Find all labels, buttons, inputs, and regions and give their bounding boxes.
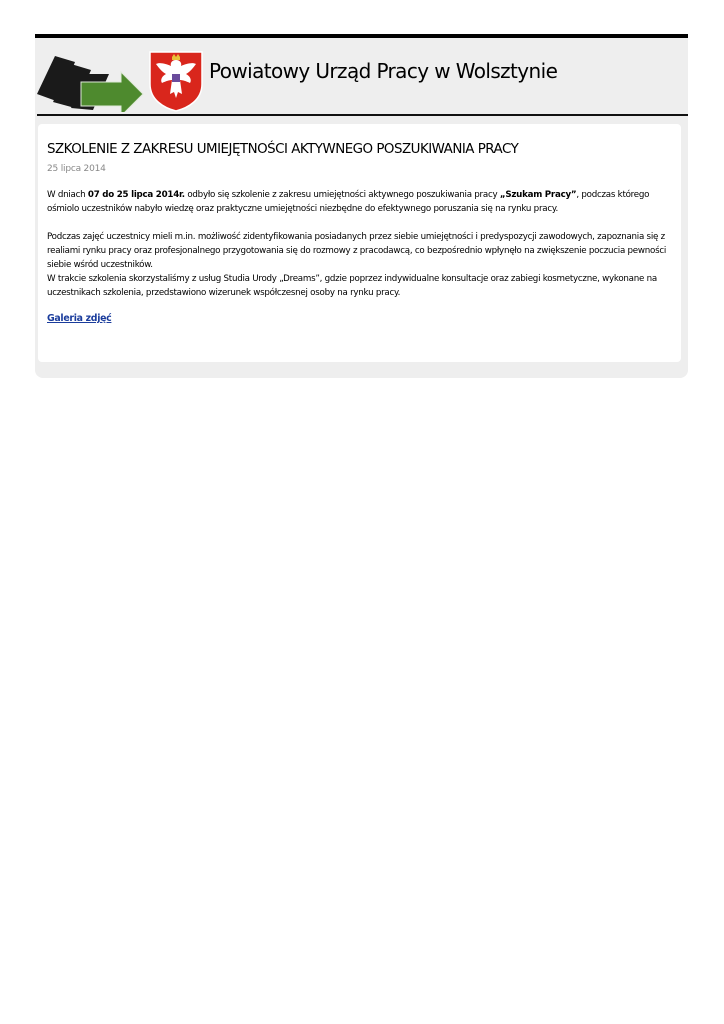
paragraph-text: , podczas którego ośmiolo uczestników nabyło wiedzę oraz praktyczne umiejętności niezbędne do efektywnego poruszania się na rynku pracy.: [47, 190, 650, 214]
arrows-logo-icon[interactable]: [35, 50, 147, 112]
eagle-coat-of-arms-icon: [148, 50, 204, 112]
paragraph-text: W dniach: [47, 190, 88, 200]
page-frame: [35, 34, 688, 378]
article-paragraph-2: Podczas zajęć uczestnicy mieli m.in. możliwość zidentyfikowania posiadanych przez siebie umiejętności i predyspozycji zawodowych, zapoznania się z realiami rynku pracy oraz profesjonalnego przygotowania się do rozmowy z pracodawcą, co bezpośrednio wpłynęło na zwiększenie poczucia pewności siebie wśród uczestników.: [47, 232, 667, 270]
gallery-link[interactable]: Galeria zdjęć: [47, 313, 112, 324]
training-name-bold: „Szukam Pracy”: [499, 190, 577, 200]
site-header: [35, 38, 688, 114]
paragraph-text: odbyło się szkolenie z zakresu umiejętności aktywnego poszukiwania pracy: [184, 190, 500, 200]
article-paragraph-3: W trakcie szkolenia skorzystaliśmy z usług Studia Urody „Dreams”, gdzie poprzez indywidualne konsultacje oraz zabiegi kosmetyczne, wykonane na uczestnikach szkolenia, przedstawiono wizerunek współczesnej osoby na rynku pracy.: [47, 274, 657, 298]
article-date: 25 lipca 2014: [47, 164, 106, 174]
article-content: [38, 124, 681, 362]
article-paragraph-1: [47, 188, 679, 216]
header-divider: [37, 114, 688, 116]
article-title: SZKOLENIE Z ZAKRESU UMIEJĘTNOŚCI AKTYWNEGO POSZUKIWANIA PRACY: [47, 142, 519, 157]
site-title: Powiatowy Urząd Pracy w Wolsztynie: [209, 59, 558, 83]
date-range-bold: 07 do 25 lipca 2014r.: [87, 190, 185, 200]
